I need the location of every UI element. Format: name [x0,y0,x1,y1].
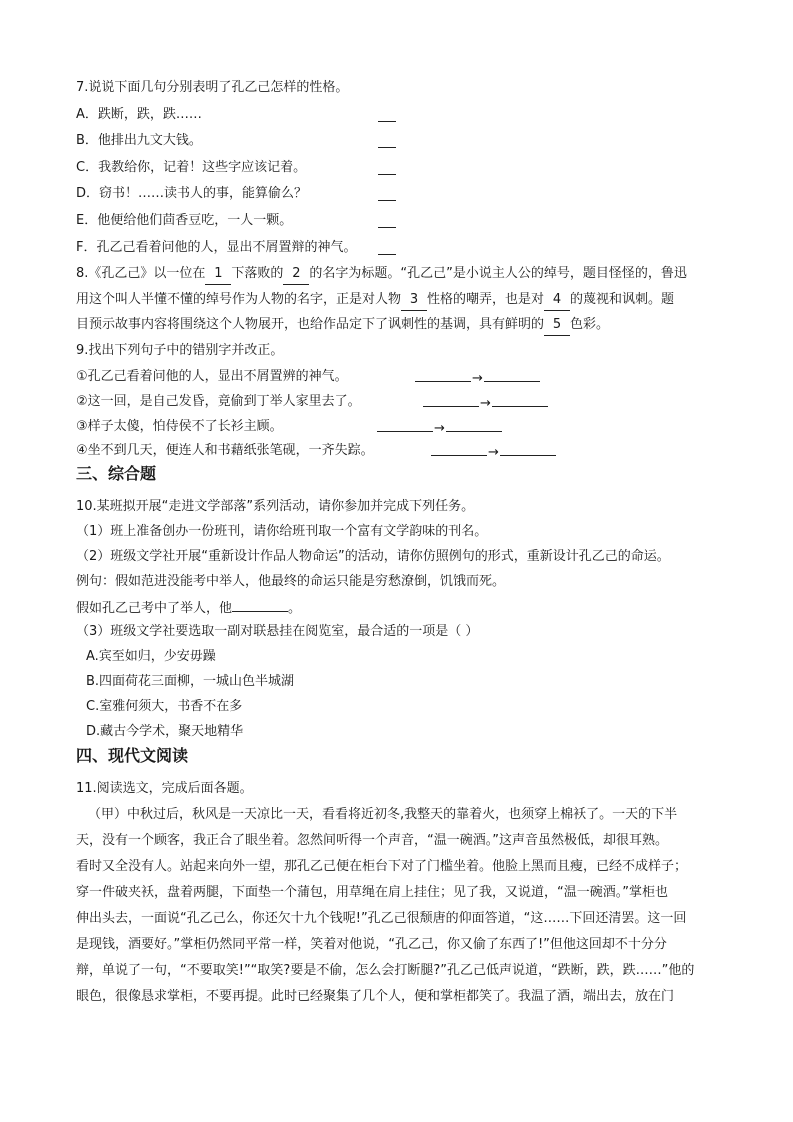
q8-blank-3[interactable]: 3 [401,290,427,311]
q8-blank-1[interactable]: 1 [205,264,231,285]
q7-item-b: B．他排出九文大钱。 [76,133,202,148]
q11-passage-line: （甲）中秋过后，秋风是一天凉比一天，看看将近初冬,我整天的靠着火，也须穿上棉袄了。一天的下半 [88,807,678,822]
q10-part-1: （1）班上准备创办一份班刊，请你给班刊取一个富有文学韵味的刊名。 [76,524,488,539]
q11-passage-line: 辩，单说了一句，“不要取笑!”“取笑?要是不偷，怎么会打断腿?”孔乙己低声说道，“跌断，跌，跌……”他的 [76,963,695,978]
q8-blank-4[interactable]: 4 [544,290,570,311]
q10-fill-end: 。 [288,601,302,616]
q9-item-4: ④坐不到几天，便连人和书藉纸张笔砚，一齐失踪。 [76,443,374,458]
q8-text: 下落败的 [231,266,284,281]
q8-text: 性格的嘲弄，也是对 [427,292,545,307]
wrong-char-blank[interactable] [377,417,433,432]
section-4-heading: 四、现代文阅读 [76,746,189,765]
q11-passage-line: 看时又全没有人。站起来向外一望，那孔乙己便在柜台下对了门槛坐着。他脸上黑而且瘦，已经不成样子； [76,859,688,874]
q10-option-c[interactable]: C.室雅何须大，书香不在多 [86,699,243,714]
q7-answer-blank-c[interactable] [378,160,396,175]
q10-example: 例句：假如范进没能考中举人，他最终的命运只能是穷愁潦倒，饥饿而死。 [76,574,506,589]
q9-item-3: ③样子太傻，怕侍侯不了长衫主顾。 [76,419,283,434]
q10-option-d[interactable]: D.藏古今学术，聚天地精华 [86,724,244,739]
wrong-char-blank[interactable] [415,367,471,382]
q11-passage-line: 穿一件破夹袄，盘着两腿，下面垫一个蒲包，用草绳在肩上挂住；见了我，又说道，“温一碗酒。”掌柜也 [76,885,668,900]
q7-title: 7.说说下面几句分别表明了孔乙己怎样的性格。 [76,80,349,95]
q8-line-2 [76,290,674,311]
q11-passage-line: 是现钱，酒要好。”掌柜仍然同平常一样，笑着对他说，“孔乙己，你又偷了东西了!”但他这回却不十分分 [76,937,667,952]
q9-correction-3 [377,417,502,439]
q11-passage-line: 伸出头去，一面说“孔乙己么，你还欠十九个钱呢!”孔乙己很颓唐的仰面答道，“这……下回还清罢。这一回 [76,911,687,926]
wrong-char-blank[interactable] [423,392,479,407]
q7-answer-blank-d[interactable] [378,186,396,201]
section-3-heading: 三、综合题 [76,464,157,483]
q7-item-e: E．他便给他们茴香豆吃，一人一颗。 [76,213,293,228]
q9-correction-1 [415,367,540,389]
correct-char-blank[interactable] [500,441,556,456]
q10-fill-blank[interactable] [232,597,288,612]
q9-item-1: ①孔乙己看着问他的人，显出不屑置辨的神气。 [76,369,348,384]
q8-line-3 [76,315,609,336]
q8-text: 的名字为标题。“孔乙己”是小说主人公的绰号，题目怪怪的，鲁迅 [309,266,687,281]
q8-text: 的蔑视和讽刺。题 [570,292,675,307]
q8-blank-5[interactable]: 5 [544,315,570,336]
q9-title: 9.找出下列句子中的错别字并改正。 [76,343,284,358]
q8-text: 色彩。 [570,317,610,332]
q10-title: 10.某班拟开展“走进文学部落”系列活动，请你参加并完成下列任务。 [76,499,475,514]
q11-passage-line: 天，没有一个顾客，我正合了眼坐着。忽然间听得一个声音，“温一碗酒。”这声音虽然极低，却很耳熟。 [76,833,668,848]
q7-answer-blank-b[interactable] [378,133,396,148]
wrong-char-blank[interactable] [431,441,487,456]
arrow-icon: → [480,396,491,411]
q7-item-c: C．我教给你，记着！这些字应该记着。 [76,160,307,175]
q9-item-2: ②这一回，是自己发昏，竟偷到丁举人家里去了。 [76,394,361,409]
q11-title: 11.阅读选文，完成后面各题。 [76,781,253,796]
q10-part-3: （3）班级文学社要选取一副对联悬挂在阅览室，最合适的一项是（ ） [76,624,479,639]
q9-correction-4 [431,441,556,463]
correct-char-blank[interactable] [446,417,502,432]
arrow-icon: → [434,421,445,436]
q9-correction-2 [423,392,548,414]
q7-item-d: D．窃书！……读书人的事，能算偷么？ [76,186,308,201]
q10-option-a[interactable]: A.宾至如归，少安毋躁 [86,649,216,664]
arrow-icon: → [488,445,499,460]
q7-answer-blank-a[interactable] [378,107,396,122]
q8-line-1 [76,264,687,285]
q7-answer-blank-e[interactable] [378,213,396,228]
arrow-icon: → [472,371,483,386]
q7-item-f: F．孔乙己看着问他的人，显出不屑置辩的神气。 [76,240,357,255]
q8-blank-2[interactable]: 2 [283,264,309,285]
q10-fill-text: 假如孔乙己考中了举人，他 [76,601,233,616]
q8-text: 用这个叫人半懂不懂的绰号作为人物的名字，正是对人物 [76,292,402,307]
q10-option-b[interactable]: B.四面荷花三面柳，一城山色半城湖 [86,674,295,689]
q7-item-a: A．跌断，跌，跌…… [76,107,202,122]
q7-answer-blank-f[interactable] [378,240,396,255]
q10-part-2: （2）班级文学社开展“重新设计作品人物命运”的活动，请你仿照例句的形式，重新设计孔乙己的命运。 [76,549,670,564]
q11-passage-line: 眼色，很像恳求掌柜，不要再提。此时已经聚集了几个人，便和掌柜都笑了。我温了酒，端出去，放在门 [76,989,675,1004]
q10-fill-line [76,597,301,619]
q8-text: 8.《孔乙己》以一位在 [76,266,206,281]
correct-char-blank[interactable] [484,367,540,382]
q8-text: 目预示故事内容将围绕这个人物展开，也给作品定下了讽刺性的基调，具有鲜明的 [76,317,545,332]
correct-char-blank[interactable] [492,392,548,407]
